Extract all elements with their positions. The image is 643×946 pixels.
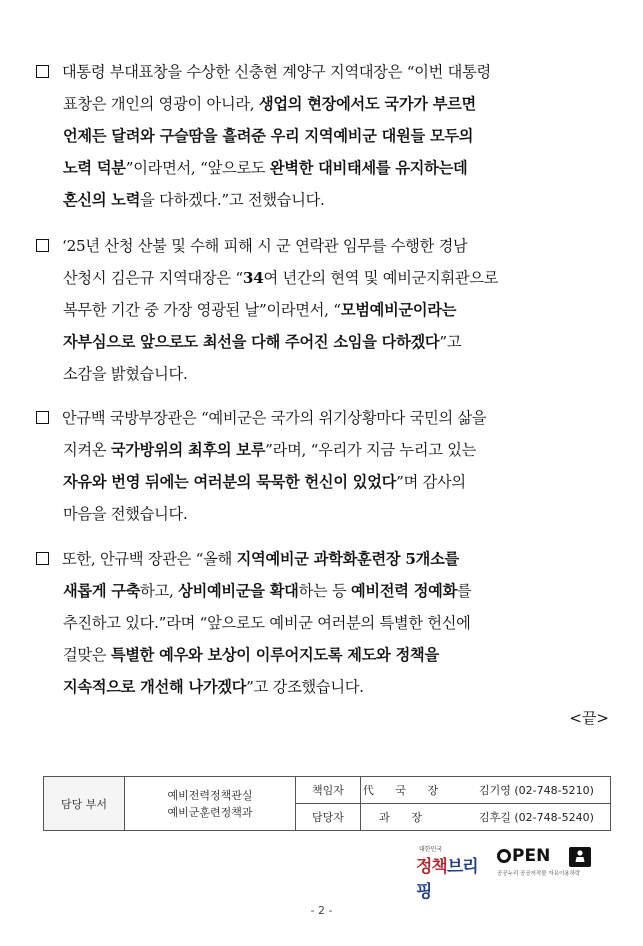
bold-text: 지역예비군 과학화훈련장 5개소를 [236, 550, 459, 568]
page-number: - 2 - [310, 904, 333, 917]
body-text: 안규백 국방부장관은 “예비군은 국가의 위기상황마다 국민의 삶을 [62, 409, 487, 427]
paragraph-line [36, 88, 608, 120]
paragraph-line [36, 358, 608, 390]
paragraph-line [36, 294, 608, 326]
person-cell: 김기영 (02-748-5210) [449, 777, 611, 804]
checkbox-bullet-icon [36, 239, 49, 252]
checkbox-bullet-icon [36, 65, 49, 78]
role-cell: 책임자 [296, 777, 361, 804]
dept-name [125, 777, 296, 831]
body-text: ”고 강조했습니다. [246, 678, 364, 696]
body-text: 하는 등 [298, 582, 351, 600]
checkbox-bullet-icon [36, 552, 49, 565]
body-text: 지켜온 [63, 441, 111, 459]
dept-label: 담당 부서 [44, 777, 125, 831]
person-cell: 김후길 (02-748-5240) [449, 804, 611, 831]
checkbox-bullet-icon [36, 411, 49, 424]
end-mark: <끝> [569, 709, 609, 727]
bold-text: 34 [242, 269, 264, 287]
bold-text: 자유와 번영 뒤에는 여러분의 묵묵한 헌신이 있었다 [63, 473, 397, 491]
paragraph-line [36, 184, 608, 216]
dept-line-1: 예비전력정책관실 [167, 788, 253, 802]
paragraph-3 [36, 402, 608, 530]
open-wordmark [497, 845, 550, 867]
body-text: ‘25년 산청 산불 및 수해 피해 시 군 연락관 임무를 수행한 경남 [62, 237, 468, 255]
paragraph-line [36, 607, 608, 639]
body-text: 을 다하겠다.”고 전했습니다. [140, 191, 325, 209]
open-license-logo [497, 845, 593, 879]
bold-text: 혼신의 노력 [63, 191, 141, 209]
bold-text: 지속적으로 개선해 나가겠다 [63, 678, 247, 696]
paragraph-line [36, 262, 608, 294]
body-text: 마음을 전했습니다. [63, 505, 188, 523]
paragraph-line [36, 543, 608, 575]
paragraph-1 [36, 56, 608, 216]
paragraph-line [36, 56, 608, 88]
bold-text: 모범예비군이라는 [340, 301, 457, 319]
dept-line-2: 예비군훈련정책과 [167, 805, 253, 819]
body-text: 소감을 밝혔습니다. [63, 365, 188, 383]
paragraph-line [36, 434, 608, 466]
body-text: 를 [457, 582, 472, 600]
body-text: 추진하고 있다.”라며 “앞으로도 예비군 여러분의 특별한 헌신에 [63, 614, 471, 632]
bold-text: 생업의 현장에서도 국가가 부르면 [258, 95, 476, 113]
paragraph-line [36, 120, 608, 152]
license-badge-icon [569, 847, 591, 867]
logo-red-text: 정책 [416, 857, 447, 877]
paragraph-line [36, 639, 608, 671]
paragraph-line [36, 575, 608, 607]
position-cell [361, 804, 450, 831]
paragraph-4 [36, 543, 608, 703]
body-text: 또한, 안규백 장관은 “올해 [62, 550, 237, 568]
body-text: 대통령 부대표창을 수상한 신충현 계양구 지역대장은 “이번 대통령 [62, 63, 491, 81]
body-text: 하고, [140, 582, 179, 600]
body-text: ”고 [439, 333, 462, 351]
bold-text: 특별한 예우와 보상이 이루어지도록 제도와 정책을 [110, 646, 439, 664]
paragraph-line [36, 402, 608, 434]
position-text: 과 장 [379, 811, 431, 824]
body-text: ”며 감사의 [396, 473, 466, 491]
bold-text: 상비예비군을 확대 [178, 582, 299, 600]
role-cell: 담당자 [296, 804, 361, 831]
bold-text: 자부심으로 앞으로도 최선을 다해 주어진 소임을 다하겠다 [63, 333, 440, 351]
paragraph-line [36, 230, 608, 262]
policy-briefing-logo [416, 844, 490, 902]
bold-text: 완벽한 대비태세를 유지하는데 [269, 159, 468, 177]
logo-small-text: 대한민국 [419, 846, 443, 853]
body-text: 여 년간의 현역 및 예비군지휘관으로 [263, 269, 499, 287]
paragraph-line [36, 466, 608, 498]
bold-text: 언제든 달려와 구슬땀을 흘려준 우리 지역예비군 대원들 모두의 [63, 127, 474, 145]
bold-text: 예비전력 정예화 [351, 582, 457, 600]
bold-text: 새롭게 구축 [63, 582, 141, 600]
position-text: 代 국 장 [362, 784, 448, 797]
body-text: ”이라면서, “앞으로도 [125, 159, 270, 177]
open-word-text: PEN [512, 846, 551, 866]
logo-blue-text: 브리핑 [416, 857, 478, 902]
bold-text: 노력 덕분 [63, 159, 126, 177]
contact-table [43, 776, 611, 831]
open-o-icon [497, 849, 511, 863]
body-text: ”라며, “우리가 지금 누리고 있는 [265, 441, 477, 459]
paragraph-line [36, 671, 608, 703]
body-text: 산청시 김은규 지역대장은 “ [63, 269, 243, 287]
body-text: 복무한 기간 중 가장 영광된 날”이라면서, “ [63, 301, 341, 319]
logo-big-text [416, 852, 490, 902]
paragraph-line [36, 326, 608, 358]
paragraph-2 [36, 230, 608, 390]
open-caption: 공공누리 공공저작물 자유이용허락 [497, 871, 581, 877]
paragraph-line [36, 152, 608, 184]
body-text: 걸맞은 [63, 646, 111, 664]
position-cell [361, 777, 450, 804]
bold-text: 국가방위의 최후의 보루 [110, 441, 266, 459]
paragraph-line [36, 498, 608, 530]
body-text: 표창은 개인의 영광이 아니라, [63, 95, 259, 113]
